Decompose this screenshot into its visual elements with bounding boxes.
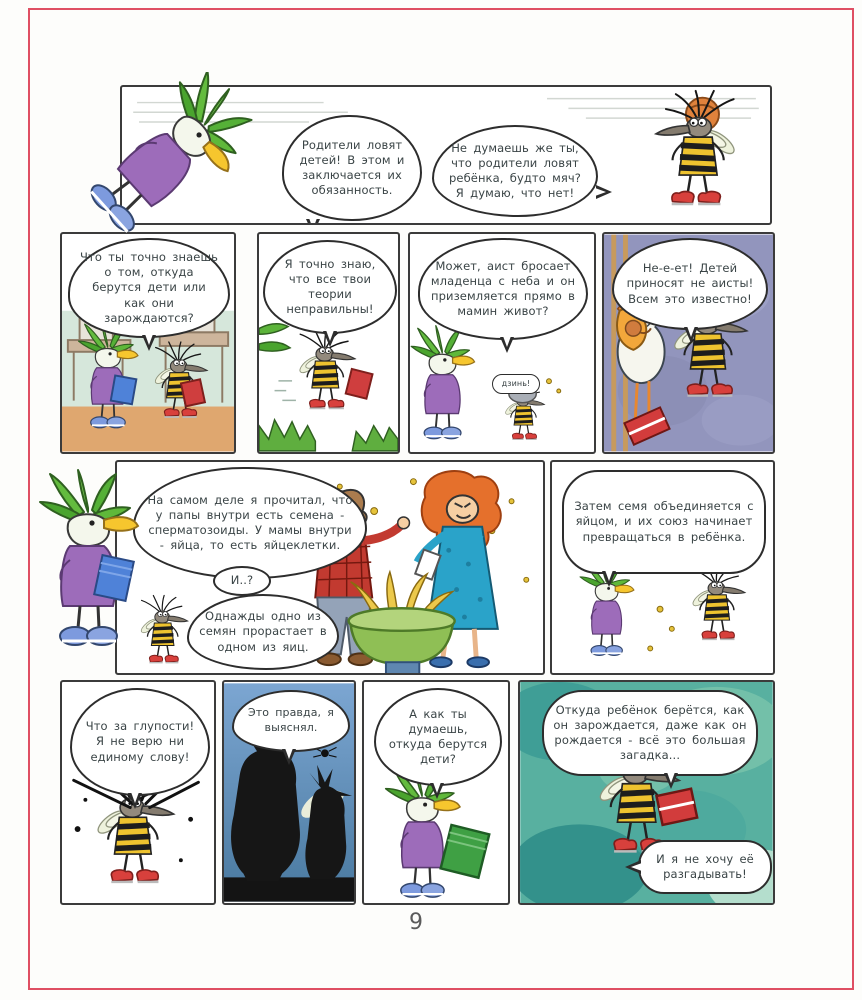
green-bird-character [411,326,474,439]
bubble-tail [430,783,444,799]
bubble-tail [596,185,612,199]
speech-text: Однажды одно из семян прорастает в одном из яиц. [199,609,327,654]
speech-text: И я не хочу её разгадывать! [656,851,754,881]
speech-text: Это правда, я выяснял. [248,706,334,734]
speech-bubble [68,238,230,338]
green-bird-character [30,458,150,663]
speech-text: Родители ловят детей! В этом и заключается их обязанность. [299,137,405,198]
speech-bubble [612,238,768,330]
green-bird-character [48,72,280,250]
speech-bubble [232,690,350,752]
speech-text: Не-е-ет! Детей приносят не аисты! Всем это известно! [626,261,754,306]
panel-theories [257,232,400,454]
bubble-tail [306,219,320,225]
speech-bubble [213,566,271,596]
speech-bubble [374,688,502,786]
bubble-tail [323,331,337,347]
speech-text: Что ты точно знаешь о том, откуда берутся дети или как они зарождаются? [80,250,218,325]
speech-bubble [542,690,758,776]
panel-stork-denial [602,232,775,454]
panel-stork-theory [408,232,596,454]
speech-text: А как ты думаешь, откуда берутся дети? [388,706,488,767]
speech-bubble [263,240,397,334]
speech-bubble [432,125,598,217]
panel-mystery [518,680,775,905]
green-book [441,825,490,878]
speech-text: И..? [230,573,254,588]
bubble-tail [282,749,296,765]
speech-text: Может, аист бросает младенца с неба и он приземляется прямо в мамин живот? [430,258,576,319]
sfx-bubble [492,374,540,394]
panel-classroom [60,232,236,454]
speech-text: На самом деле я прочитал, что у папы внутри есть семена - сперматозоиды. У мамы внутри - яйца, то есть яйцеклетки. [147,492,353,553]
page-number: 9 [409,910,423,935]
blue-book [111,376,137,405]
speech-text: Я точно знаю, что все твои теории неправильны! [284,256,376,317]
sfx-text: дзинь! [501,378,531,388]
mosquito-character [691,564,745,639]
leaf [259,324,288,334]
bubble-tail [142,335,156,351]
speech-bubble [418,238,588,340]
red-book [656,789,697,825]
panel-disbelief [60,680,216,905]
speech-text: Не думаешь же ты, что родители ловят ребёнка, будто мяч? Я думаю, что нет! [449,140,581,201]
bubble-tail [128,793,142,809]
speech-bubble [562,470,766,574]
panel-seeds-explained [115,460,545,675]
bubble-tail [625,860,641,874]
speech-bubble [187,594,339,670]
bubble-tail [602,571,616,587]
speech-bubble [638,840,772,894]
speech-text: Что за глупости! Я не верю ни единому слову! [85,719,195,764]
panel-question-back [362,680,510,905]
ground [224,877,354,901]
bubble-tail [500,337,514,353]
blue-book [94,555,134,601]
bubble-tail [684,327,698,343]
speech-text: Откуда ребёнок берётся, как он зарождается, даже как он рождается - всё это большая загадка... [553,702,747,763]
grass [259,420,315,451]
panel-silhouettes [222,680,356,905]
speech-text: Затем семя объединяется с яйцом, и их союз начинает превращаться в ребёнка. [574,499,754,544]
baby [625,321,641,337]
panel-union [550,460,775,675]
bubble-tail [664,773,678,789]
red-book [181,379,205,406]
red-book [346,369,373,399]
